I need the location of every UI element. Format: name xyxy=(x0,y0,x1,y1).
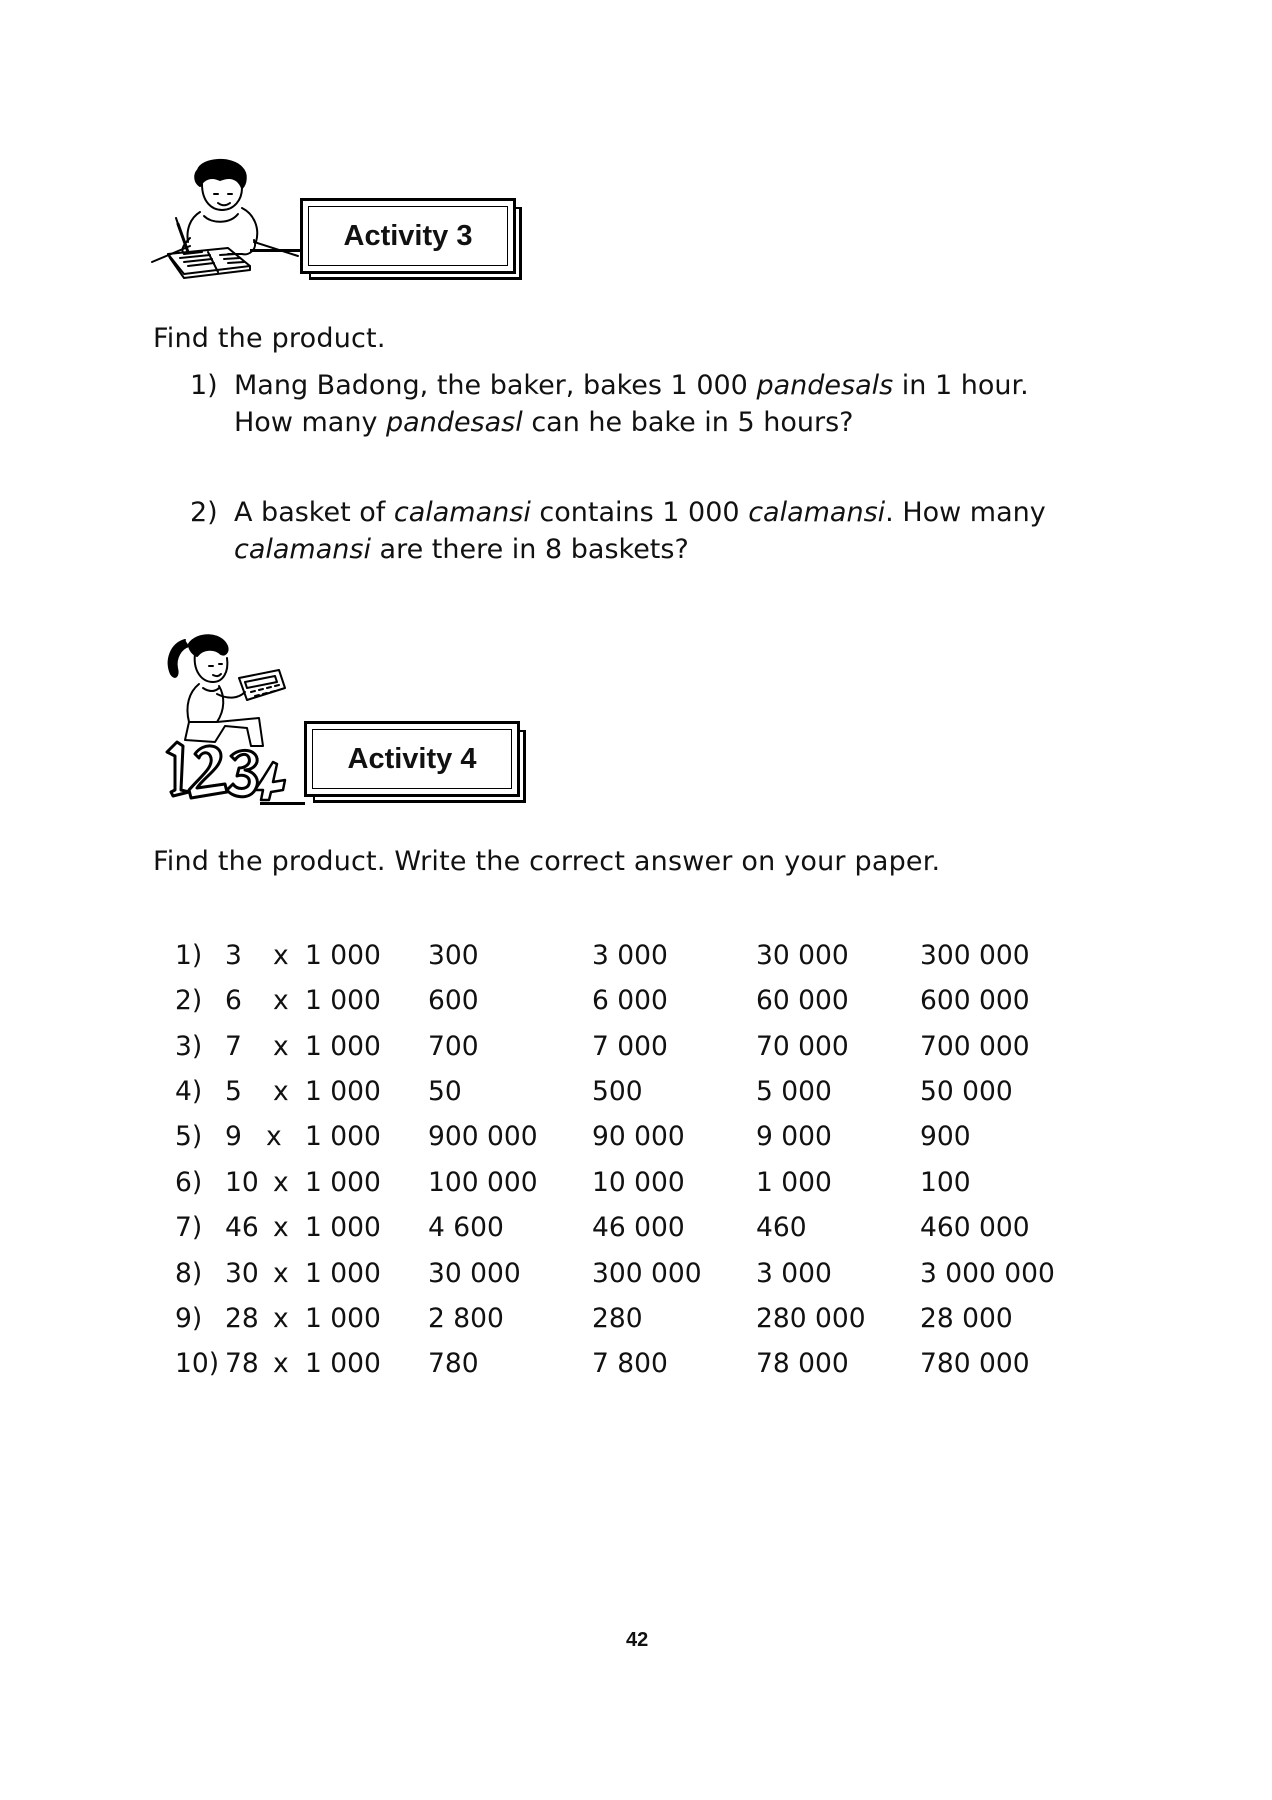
choice-d: 600 000 xyxy=(920,985,1030,1016)
multiply-sign: x xyxy=(273,1348,289,1379)
activity-4-title: Activity 4 xyxy=(347,742,477,775)
choice-c: 1 000 xyxy=(756,1167,832,1198)
question-2-line-2: calamansi are there in 8 baskets? xyxy=(234,534,689,565)
activity-4-header xyxy=(304,721,520,797)
choice-b: 3 000 xyxy=(592,940,668,971)
choice-c: 60 000 xyxy=(756,985,849,1016)
choice-c: 9 000 xyxy=(756,1121,832,1152)
choice-d: 3 000 000 xyxy=(920,1258,1055,1289)
problem-number: 3) xyxy=(175,1031,203,1062)
choice-b: 7 000 xyxy=(592,1031,668,1062)
choice-b: 46 000 xyxy=(592,1212,685,1243)
problem-factor: 7 xyxy=(225,1031,242,1062)
question-2 xyxy=(190,494,1140,570)
choice-d: 780 000 xyxy=(920,1348,1030,1379)
problem-row xyxy=(0,1212,1272,1250)
problem-factor: 3 xyxy=(225,940,242,971)
problem-number: 2) xyxy=(175,985,203,1016)
choice-b: 500 xyxy=(592,1076,643,1107)
question-1-number: 1) xyxy=(190,370,218,401)
problem-multiplier: 1 000 xyxy=(305,940,381,971)
activity-3-title: Activity 3 xyxy=(343,219,473,252)
problem-number: 5) xyxy=(175,1121,203,1152)
choice-a: 700 xyxy=(428,1031,479,1062)
problem-multiplier: 1 000 xyxy=(305,1348,381,1379)
problem-multiplier: 1 000 xyxy=(305,1303,381,1334)
problem-number: 1) xyxy=(175,940,203,971)
problem-multiplier: 1 000 xyxy=(305,1212,381,1243)
page-number: 42 xyxy=(626,1629,649,1651)
multiply-sign: x xyxy=(273,1258,289,1289)
problem-row xyxy=(0,940,1272,978)
problem-number: 7) xyxy=(175,1212,203,1243)
problem-factor: 46 xyxy=(225,1212,259,1243)
choice-a: 2 800 xyxy=(428,1303,504,1334)
problem-row xyxy=(0,1303,1272,1341)
activity-3-header xyxy=(300,198,516,274)
problem-factor: 10 xyxy=(225,1167,259,1198)
activity-4-instruction: Find the product. Write the correct answer on your paper. xyxy=(153,846,941,877)
question-1 xyxy=(190,367,1090,443)
choice-a: 780 xyxy=(428,1348,479,1379)
choice-d: 900 xyxy=(920,1121,971,1152)
problem-factor: 5 xyxy=(225,1076,242,1107)
choice-c: 78 000 xyxy=(756,1348,849,1379)
choice-b: 6 000 xyxy=(592,985,668,1016)
choice-c: 280 000 xyxy=(756,1303,866,1334)
boy-writing-illustration xyxy=(150,158,300,283)
choice-a: 900 000 xyxy=(428,1121,538,1152)
activity-4-underline xyxy=(260,802,305,805)
problem-factor: 6 xyxy=(225,985,242,1016)
activity-4-problem-list xyxy=(0,940,1272,1380)
multiply-sign: x xyxy=(266,1121,282,1152)
problem-row xyxy=(0,1121,1272,1159)
activity-3-underline xyxy=(250,249,300,252)
multiply-sign: x xyxy=(273,1076,289,1107)
problem-factor: 30 xyxy=(225,1258,259,1289)
choice-b: 90 000 xyxy=(592,1121,685,1152)
choice-b: 7 800 xyxy=(592,1348,668,1379)
choice-a: 600 xyxy=(428,985,479,1016)
problem-row xyxy=(0,1258,1272,1296)
multiply-sign: x xyxy=(273,985,289,1016)
question-1-line-2: How many pandesasl can he bake in 5 hours? xyxy=(234,407,854,438)
problem-factor: 78 xyxy=(225,1348,259,1379)
question-2-line-1: A basket of calamansi contains 1 000 calamansi. How many xyxy=(234,497,1046,528)
choice-d: 700 000 xyxy=(920,1031,1030,1062)
choice-c: 5 000 xyxy=(756,1076,832,1107)
choice-d: 460 000 xyxy=(920,1212,1030,1243)
choice-c: 30 000 xyxy=(756,940,849,971)
multiply-sign: x xyxy=(273,1303,289,1334)
problem-number: 4) xyxy=(175,1076,203,1107)
multiply-sign: x xyxy=(273,940,289,971)
choice-a: 30 000 xyxy=(428,1258,521,1289)
multiply-sign: x xyxy=(273,1031,289,1062)
problem-row xyxy=(0,1031,1272,1069)
problem-row xyxy=(0,985,1272,1023)
problem-row xyxy=(0,1076,1272,1114)
question-1-line-1: Mang Badong, the baker, bakes 1 000 pandesals in 1 hour. xyxy=(234,370,1029,401)
choice-d: 100 xyxy=(920,1167,971,1198)
problem-number: 10) xyxy=(175,1348,220,1379)
choice-a: 50 xyxy=(428,1076,462,1107)
problem-number: 8) xyxy=(175,1258,203,1289)
activity-3-instruction: Find the product. xyxy=(153,323,386,354)
choice-d: 28 000 xyxy=(920,1303,1013,1334)
choice-b: 300 000 xyxy=(592,1258,702,1289)
choice-d: 50 000 xyxy=(920,1076,1013,1107)
problem-multiplier: 1 000 xyxy=(305,1121,381,1152)
choice-a: 300 xyxy=(428,940,479,971)
choice-c: 3 000 xyxy=(756,1258,832,1289)
choice-a: 4 600 xyxy=(428,1212,504,1243)
problem-multiplier: 1 000 xyxy=(305,1076,381,1107)
multiply-sign: x xyxy=(273,1167,289,1198)
problem-row xyxy=(0,1167,1272,1205)
choice-a: 100 000 xyxy=(428,1167,538,1198)
problem-multiplier: 1 000 xyxy=(305,985,381,1016)
choice-c: 460 xyxy=(756,1212,807,1243)
problem-row xyxy=(0,1348,1272,1386)
problem-multiplier: 1 000 xyxy=(305,1031,381,1062)
multiply-sign: x xyxy=(273,1212,289,1243)
girl-calculator-illustration xyxy=(155,630,305,805)
problem-factor: 28 xyxy=(225,1303,259,1334)
problem-number: 6) xyxy=(175,1167,203,1198)
choice-d: 300 000 xyxy=(920,940,1030,971)
problem-multiplier: 1 000 xyxy=(305,1258,381,1289)
problem-factor: 9 xyxy=(225,1121,242,1152)
question-2-number: 2) xyxy=(190,497,218,528)
choice-b: 10 000 xyxy=(592,1167,685,1198)
choice-b: 280 xyxy=(592,1303,643,1334)
problem-multiplier: 1 000 xyxy=(305,1167,381,1198)
problem-number: 9) xyxy=(175,1303,203,1334)
choice-c: 70 000 xyxy=(756,1031,849,1062)
